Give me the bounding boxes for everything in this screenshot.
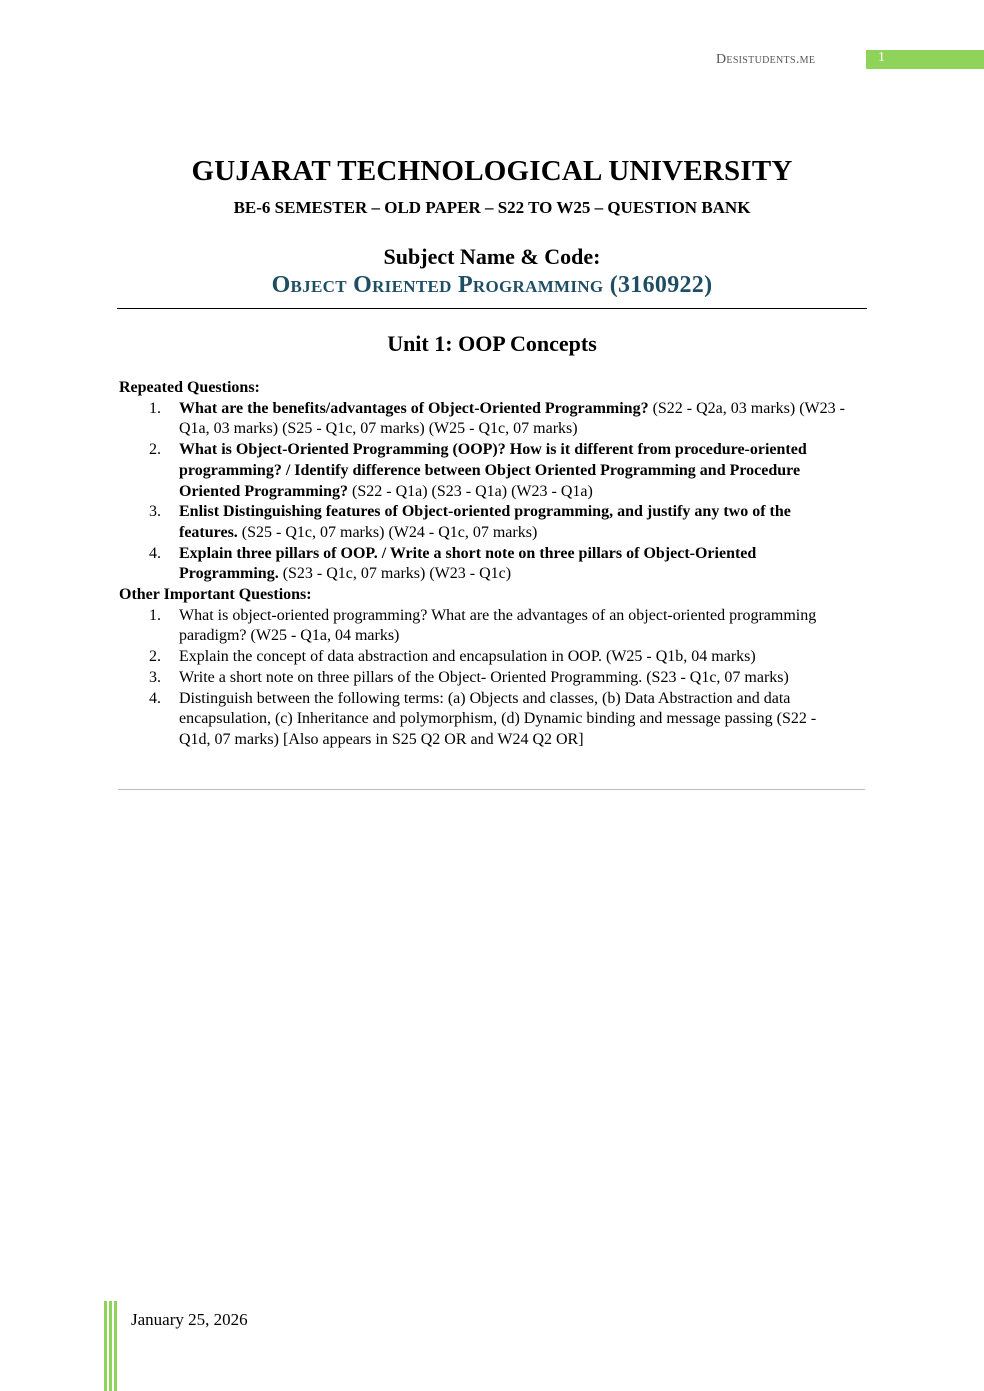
unit-title: Unit 1: OOP Concepts [387, 331, 597, 356]
page-number-badge [866, 50, 984, 69]
list-item [119, 440, 849, 502]
question-content [119, 378, 849, 751]
page-number: 1 [878, 50, 885, 65]
list-item [119, 544, 849, 585]
item-number: 2. [149, 648, 161, 666]
question-text: What is Object-Oriented Programming (OOP)? How is it different from procedure-oriented programming? / Identify difference between Object Oriented Programming and Procedure Oriented Programming? [179, 441, 807, 500]
question-refs: (S22 - Q1a) (S23 - Q1a) (W23 - Q1a) [348, 482, 593, 500]
item-number: 4. [149, 689, 161, 707]
item-number: 2. [149, 441, 161, 459]
page-subtitle: BE-6 SEMESTER – OLD PAPER – S22 TO W25 – QUESTION BANK [233, 198, 751, 217]
accent-bar [114, 1301, 117, 1391]
bottom-divider [118, 789, 865, 790]
list-item [119, 647, 849, 668]
list-item [119, 399, 849, 440]
subject-name: Object Oriented Programming (3160922) [271, 272, 713, 298]
question-text: Explain the concept of data abstraction and encapsulation in OOP. (W25 - Q1b, 04 marks) [179, 648, 756, 666]
accent-bar [104, 1301, 107, 1391]
item-number: 1. [149, 606, 161, 624]
other-questions-heading: Other Important Questions: [119, 586, 312, 604]
item-number: 3. [149, 668, 161, 686]
accent-bar [109, 1301, 112, 1391]
question-text: Distinguish between the following terms: (a) Objects and classes, (b) Data Abstraction and data encapsulation, (c) Inheritance and polymorphism, (d) Dynamic binding and message passing (S22 - Q1d, 07 marks) [Also appears in S25 Q2 OR and W24 Q2 OR] [179, 689, 817, 748]
list-item [119, 606, 849, 647]
footer-accent-bars [104, 1301, 118, 1391]
subject-label: Subject Name & Code: [383, 244, 601, 269]
item-number: 3. [149, 503, 161, 521]
header-site-name: Desistudents.me [716, 52, 816, 67]
question-text: What are the benefits/advantages of Object-Oriented Programming? [179, 399, 649, 417]
list-item [119, 668, 849, 689]
question-refs: (S22 - Q2a, 03 marks) (W23 - Q1a, 03 marks) (S25 - Q1c, 07 marks) (W25 - Q1c, 07 marks) [179, 399, 845, 438]
question-text: Enlist Distinguishing features of Object-oriented programming, and justify any two of the features. [179, 503, 791, 541]
footer-date: January 25, 2026 [131, 1310, 248, 1329]
question-text: What is object-oriented programming? What are the advantages of an object-oriented programming paradigm? (W25 - Q1a, 04 marks) [179, 606, 817, 645]
top-divider [117, 308, 867, 309]
question-refs: (S25 - Q1c, 07 marks) (W24 - Q1c, 07 marks) [237, 523, 538, 541]
question-refs: (S23 - Q1c, 07 marks) (W23 - Q1c) [278, 565, 512, 583]
list-item [119, 689, 849, 751]
question-text: Explain three pillars of OOP. / Write a short note on three pillars of Object-Oriented Programming. [179, 544, 757, 583]
list-item [119, 502, 849, 543]
page-title: GUJARAT TECHNOLOGICAL UNIVERSITY [191, 155, 793, 187]
item-number: 1. [149, 399, 161, 417]
item-number: 4. [149, 544, 161, 562]
question-text: Write a short note on three pillars of the Object- Oriented Programming. (S23 - Q1c, 07 marks) [179, 668, 789, 686]
repeated-questions-heading: Repeated Questions: [119, 379, 260, 396]
other-questions-list [119, 606, 849, 751]
repeated-questions-list [119, 399, 849, 585]
